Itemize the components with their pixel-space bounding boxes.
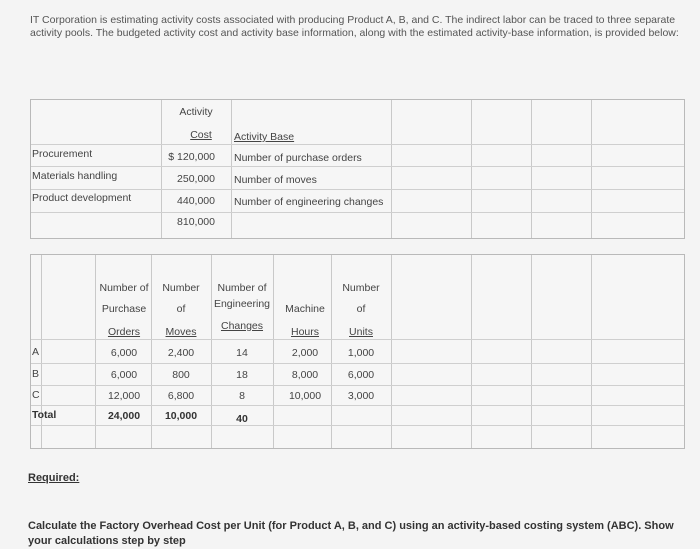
product-label: C	[32, 389, 40, 401]
header-orders-line1: Number of	[99, 282, 149, 294]
activity-usage-table	[30, 254, 685, 449]
required-heading: Required:	[28, 472, 80, 484]
pool-name: Product development	[32, 192, 132, 204]
header-units-line1: Number	[342, 282, 380, 294]
pool-base: Number of purchase orders	[234, 152, 362, 164]
header-changes-line3: Changes	[220, 320, 264, 332]
changes-value: 8	[239, 390, 245, 402]
header-units-line2: of	[356, 303, 366, 315]
pool-base: Number of moves	[234, 174, 317, 186]
changes-value: 14	[236, 347, 248, 359]
total-orders: 24,000	[107, 410, 141, 422]
header-hours-line1: Machine	[285, 303, 325, 315]
hours-value: 10,000	[288, 390, 322, 402]
units-value: 3,000	[347, 390, 375, 402]
pool-name: Procurement	[32, 148, 93, 160]
product-label: B	[32, 368, 40, 380]
orders-value: 12,000	[107, 390, 141, 402]
header-changes-line1: Number of	[217, 282, 267, 294]
header-moves-line2: of	[176, 303, 186, 315]
moves-value: 800	[172, 369, 190, 381]
pool-cost: 440,000	[177, 195, 215, 207]
pool-cost: $ 120,000	[168, 151, 215, 163]
header-units-line3: Units	[349, 326, 373, 338]
activity-cost-table	[30, 99, 685, 239]
pool-cost: 250,000	[177, 173, 215, 185]
orders-value: 6,000	[110, 369, 138, 381]
header-moves-line1: Number	[162, 282, 200, 294]
total-moves: 10,000	[164, 410, 198, 422]
hours-value: 8,000	[291, 369, 319, 381]
header-hours-line2: Hours	[290, 326, 319, 338]
moves-value: 6,800	[167, 390, 195, 402]
total-changes: 40	[236, 413, 248, 425]
question-text: Calculate the Factory Overhead Cost per Unit (for Product A, B, and C) using an activity-based costing system (ABC). Show your calculations step by step	[28, 520, 674, 547]
units-value: 6,000	[347, 369, 375, 381]
pool-base: Number of engineering changes	[234, 196, 384, 208]
header-activity-base: Activity Base	[234, 131, 295, 143]
hours-value: 2,000	[291, 347, 319, 359]
header-cost: Cost	[190, 129, 212, 141]
changes-value: 18	[236, 369, 248, 381]
header-changes-line2: Engineering	[213, 298, 271, 310]
header-orders-line2: Purchase	[101, 303, 147, 315]
intro-paragraph: IT Corporation is estimating activity costs associated with producing Product A, B, and C. The indirect labor can be traced to three separate activity pools. The budgeted activity cost and activity base information, along with the estimated activity-base information, is provided below:	[30, 14, 679, 39]
total-label: Total	[32, 409, 57, 421]
units-value: 1,000	[347, 347, 375, 359]
orders-value: 6,000	[110, 347, 138, 359]
product-label: A	[32, 346, 40, 358]
header-orders-line3: Orders	[107, 326, 141, 338]
total-cost: 810,000	[177, 216, 215, 228]
pool-name: Materials handling	[32, 170, 118, 182]
moves-value: 2,400	[167, 347, 195, 359]
header-moves-line3: Moves	[165, 326, 197, 338]
header-activity: Activity	[179, 106, 213, 118]
